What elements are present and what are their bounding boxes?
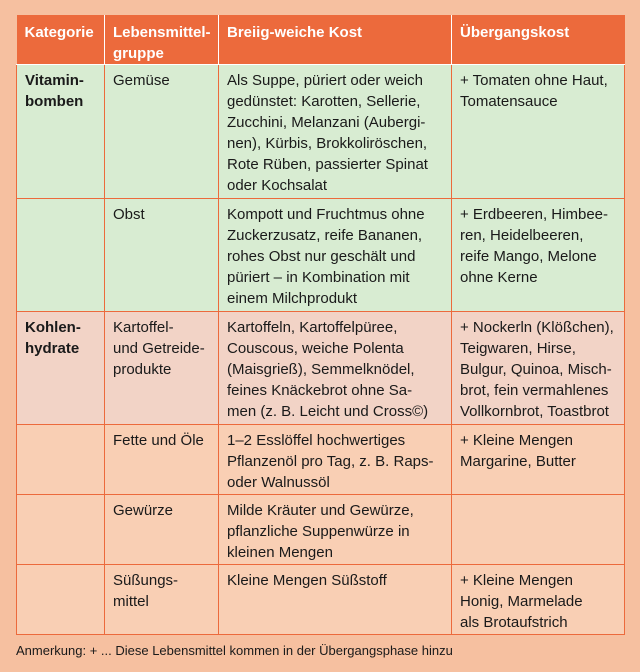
table-row	[17, 65, 625, 199]
cell-line: oder Walnussöl	[227, 474, 330, 491]
cell-line: Zucchini, Melanzani (Aubergi-	[227, 114, 426, 131]
table-body	[17, 65, 625, 635]
header-uebergangskost: Übergangskost	[452, 15, 625, 65]
cell-line: (Maisgrieß), Semmelknödel,	[227, 361, 415, 378]
cell-line: Margarine, Butter	[460, 453, 576, 470]
table-row	[17, 199, 625, 312]
footnote: Anmerkung: + ... Diese Lebensmittel kommen in der Übergangsphase hinzu	[16, 643, 453, 658]
table-row	[17, 495, 625, 565]
cell-line: Bulgur, Quinoa, Misch-	[460, 361, 612, 378]
cell-line: Rote Rüben, passierter Spinat	[227, 156, 428, 173]
header-kategorie: Kategorie	[17, 15, 105, 65]
cell-line: reife Mango, Melone	[460, 248, 597, 265]
category-cell	[17, 65, 105, 199]
cell-line: Als Suppe, püriert oder weich	[227, 72, 423, 89]
cell-line: Zuckerzusatz, reife Bananen,	[227, 227, 423, 244]
breiig-cell	[219, 565, 452, 635]
cell-line: + Kleine Mengen	[460, 432, 573, 449]
cell-line: oder Kochsalat	[227, 177, 328, 194]
uebergang-cell	[452, 199, 625, 312]
cell-line: brot, fein vermahlenes	[460, 382, 609, 399]
table-header-row	[17, 15, 625, 65]
cell-line: kleinen Mengen	[227, 544, 333, 561]
cell-line: nen), Kürbis, Brokkoliröschen,	[227, 135, 428, 152]
cell-line: Vitamin-	[25, 72, 84, 89]
cell-line: Gewürze	[113, 502, 174, 519]
category-cell	[17, 495, 105, 565]
cell-line: Milde Kräuter und Gewürze,	[227, 502, 414, 519]
group-cell	[105, 312, 219, 425]
cell-line: hydrate	[25, 340, 80, 357]
uebergang-cell	[452, 312, 625, 425]
cell-line: Kartoffeln, Kartoffelpüree,	[227, 319, 398, 336]
breiig-cell	[219, 65, 452, 199]
table-row	[17, 565, 625, 635]
group-cell	[105, 65, 219, 199]
diet-table	[16, 15, 625, 635]
cell-line: + Nockerln (Klößchen),	[460, 319, 614, 336]
cell-line: 1–2 Esslöffel hochwertiges	[227, 432, 406, 449]
cell-line: mittel	[113, 593, 149, 610]
category-cell	[17, 425, 105, 495]
group-cell	[105, 495, 219, 565]
cell-line: bomben	[25, 93, 84, 110]
cell-line: men (z. B. Leicht und Cross©)	[227, 403, 429, 420]
cell-line: feines Knäckebrot ohne Sa-	[227, 382, 413, 399]
cell-line: Gemüse	[113, 72, 170, 89]
cell-line: Teigwaren, Hirse,	[460, 340, 576, 357]
group-cell	[105, 425, 219, 495]
cell-line: pflanzliche Suppenwürze in	[227, 523, 410, 540]
cell-line: ohne Kerne	[460, 269, 538, 286]
uebergang-cell	[452, 65, 625, 199]
header-line: gruppe	[113, 45, 164, 62]
cell-line: Kohlen-	[25, 319, 81, 336]
cell-line: einem Milchprodukt	[227, 290, 358, 307]
cell-line: + Kleine Mengen	[460, 572, 573, 589]
breiig-cell	[219, 312, 452, 425]
header-lebensmittelgruppe	[105, 15, 219, 65]
cell-line: Kompott und Fruchtmus ohne	[227, 206, 425, 223]
cell-line: püriert – in Kombination mit	[227, 269, 410, 286]
cell-line: und Getreide-	[113, 340, 205, 357]
cell-line: ren, Heidelbeeren,	[460, 227, 584, 244]
category-cell	[17, 199, 105, 312]
cell-line: + Tomaten ohne Haut,	[460, 72, 608, 89]
header-breiig-weiche-kost: Breiig-weiche Kost	[219, 15, 452, 65]
breiig-cell	[219, 199, 452, 312]
cell-line: Tomatensauce	[460, 93, 558, 110]
group-cell	[105, 199, 219, 312]
category-cell	[17, 565, 105, 635]
cell-line: Kleine Mengen Süßstoff	[227, 572, 387, 589]
uebergang-cell	[452, 425, 625, 495]
cell-line: Vollkornbrot, Toastbrot	[460, 403, 609, 420]
cell-line: Couscous, weiche Polenta	[227, 340, 404, 357]
uebergang-cell	[452, 565, 625, 635]
cell-line: Pflanzenöl pro Tag, z. B. Raps-	[227, 453, 434, 470]
cell-line: Fette und Öle	[113, 432, 204, 449]
group-cell	[105, 565, 219, 635]
cell-line: gedünstet: Karotten, Sellerie,	[227, 93, 421, 110]
cell-line: produkte	[113, 361, 172, 378]
cell-line: als Brotaufstrich	[460, 614, 568, 631]
breiig-cell	[219, 425, 452, 495]
cell-line: Honig, Marmelade	[460, 593, 583, 610]
uebergang-cell	[452, 495, 625, 565]
table-row	[17, 312, 625, 425]
cell-line: rohes Obst nur geschält und	[227, 248, 416, 265]
category-cell	[17, 312, 105, 425]
cell-line: Süßungs-	[113, 572, 179, 589]
breiig-cell	[219, 495, 452, 565]
table-row	[17, 425, 625, 495]
header-line: Lebensmittel-	[113, 24, 211, 41]
cell-line: Obst	[113, 206, 145, 223]
cell-line: Kartoffel-	[113, 319, 174, 336]
cell-line: + Erdbeeren, Himbee-	[460, 206, 608, 223]
